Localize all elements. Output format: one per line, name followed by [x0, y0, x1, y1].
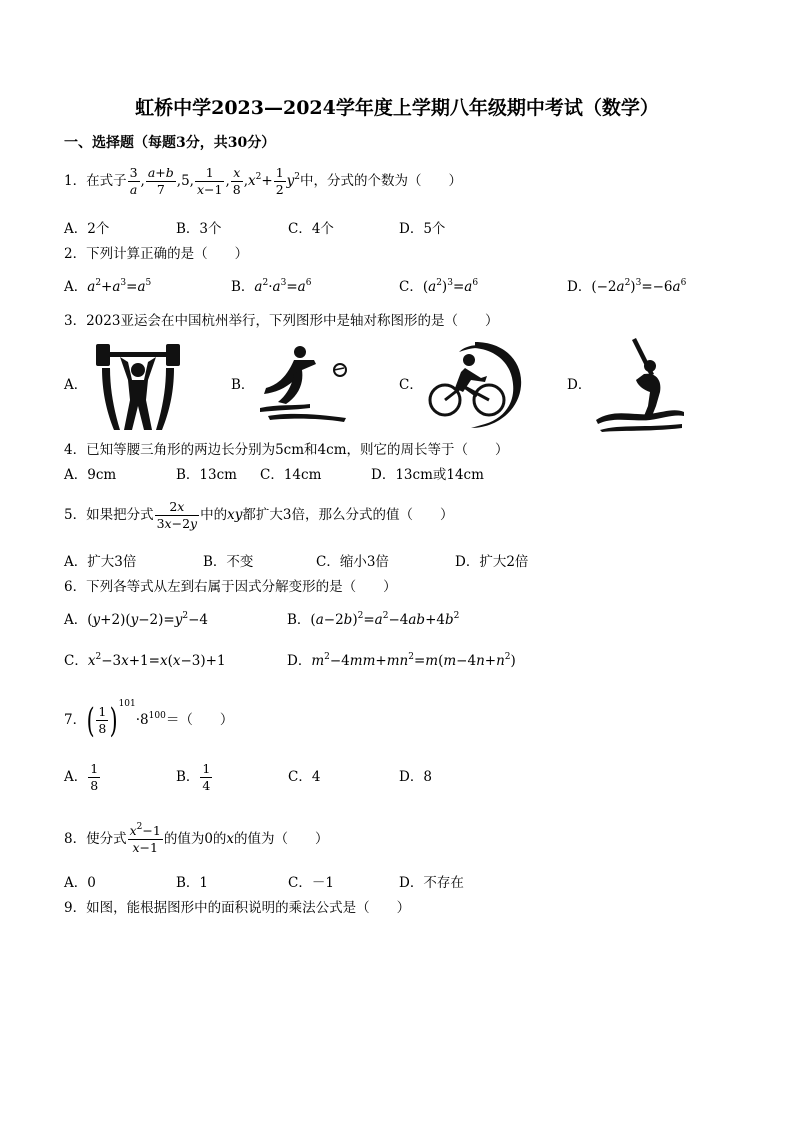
q8-option-b: B．1 [176, 875, 209, 891]
q4-option-b: B．13cm [176, 467, 237, 483]
question-6: 6．下列各等式从左到右属于因式分解变形的是（ ） [64, 579, 397, 595]
q2-option-d: D．$(-2a^2)^3=-6a^6$ [567, 278, 687, 295]
volleyball-icon [258, 344, 354, 424]
section-heading: 一、选择题（每题3分，共30分） [64, 135, 276, 151]
question-1-suffix: 中，分式的个数为（ ） [300, 173, 463, 189]
q6-option-b: B．$(a-2b)^2=a^2-4ab+4b^2$ [287, 611, 460, 628]
question-5: 5．如果把分式 $\frac{2x}{3x-2y}$ 中的xy都扩大3倍，那么分式的值（ ） [64, 499, 454, 531]
question-2: 2．下列计算正确的是（ ） [64, 246, 249, 262]
question-9: 9．如图，能根据图形中的面积说明的乘法公式是（ ） [64, 900, 411, 916]
page-title: 虹桥中学2023—2024学年度上学期八年级期中考试（数学） [135, 97, 659, 119]
fraction-1-over-x-minus-1: $\frac{1}{x-1}$ [196, 165, 223, 197]
q3-label-c: C． [399, 377, 423, 393]
fraction-2x-over-3x-minus-2y: $\frac{2x}{3x-2y}$ [156, 499, 198, 531]
question-1-number: 1． [64, 173, 87, 189]
q3-label-a: A． [64, 377, 88, 393]
q2-option-b: B．$a^2\cdot a^3=a^6$ [231, 278, 312, 295]
q8-option-a: A．0 [64, 875, 96, 891]
q8-option-c: C．－1 [288, 875, 334, 891]
fraction-x-over-8: $\frac{x}{8}$ [232, 165, 241, 197]
q5-option-a: A．扩大3倍 [64, 554, 137, 570]
q6-option-a: A．$(y+2)(y-2)=y^2-4$ [64, 611, 209, 628]
q5-option-c: C．缩小3倍 [316, 554, 389, 570]
question-7: 7．( $\frac{1}{8}$ )$^{101}\cdot 8^{100}=$（ ） [64, 699, 234, 741]
fraction-x2-minus-1-over-x-minus-1: $\frac{x^2-1}{x-1}$ [129, 822, 161, 855]
fraction-1-over-8: $\frac{1}{8}$ [98, 704, 107, 736]
q5-option-b: B．不变 [203, 554, 254, 570]
question-4: 4．已知等腰三角形的两边长分别为5cm和4cm，则它的周长等于（ ） [64, 442, 509, 458]
q7-option-d: D．8 [399, 769, 432, 785]
q7-option-b: B． $\frac{1}{4}$ [176, 761, 211, 793]
q1-option-d: D．5个 [399, 221, 446, 237]
golf-icon [594, 336, 686, 432]
q1-option-a: A．2个 [64, 221, 110, 237]
question-3: 3．2023亚运会在中国杭州举行，下列图形中是轴对称图形的是（ ） [64, 313, 499, 329]
q3-label-b: B． [231, 377, 255, 393]
q8-option-d: D．不存在 [399, 875, 464, 891]
q4-option-c: C．14cm [260, 467, 322, 483]
question-1: 1．在式子 $\frac{3}{a}$ , $\frac{a+b}{7}$ ,5, $\frac{1}{x-1}$ , $\frac{x}{8}$ $,x^2+$ $\frac{1}{2}$ $y^2$中，分式的个数为（ ） [64, 165, 463, 197]
question-8: 8．使分式 $\frac{x^2-1}{x-1}$ 的值为0的x的值为（ ） [64, 822, 329, 855]
q7-option-a: A． $\frac{1}{8}$ [64, 761, 99, 793]
q6-option-d: D．$m^2-4mm+mn^2=m(m-4n+n^2)$ [287, 652, 516, 669]
fraction-3-over-a: $\frac{3}{a}$ [129, 165, 138, 197]
q4-option-a: A．9cm [64, 467, 117, 483]
fraction-1-over-2: $\frac{1}{2}$ [275, 165, 284, 197]
q6-option-c: C．$x^2-3x+1=x(x-3)+1$ [64, 652, 226, 669]
q1-option-c: C．4个 [288, 221, 334, 237]
q3-label-d: D． [567, 377, 592, 393]
question-1-prefix: 在式子 [86, 173, 127, 189]
q2-option-a: A．$a^2+a^3=a^5$ [64, 278, 152, 295]
q7-option-c: C．4 [288, 769, 321, 785]
q5-option-d: D．扩大2倍 [455, 554, 529, 570]
q2-option-c: C．$(a^2)^3=a^6$ [399, 278, 479, 295]
weightlifting-icon [92, 340, 184, 432]
q1-option-b: B．3个 [176, 221, 222, 237]
q4-option-d: D．13cm或14cm [371, 467, 484, 483]
cycling-icon [425, 340, 525, 430]
fraction-a-plus-b-over-7: $\frac{a+b}{7}$ [147, 165, 174, 197]
